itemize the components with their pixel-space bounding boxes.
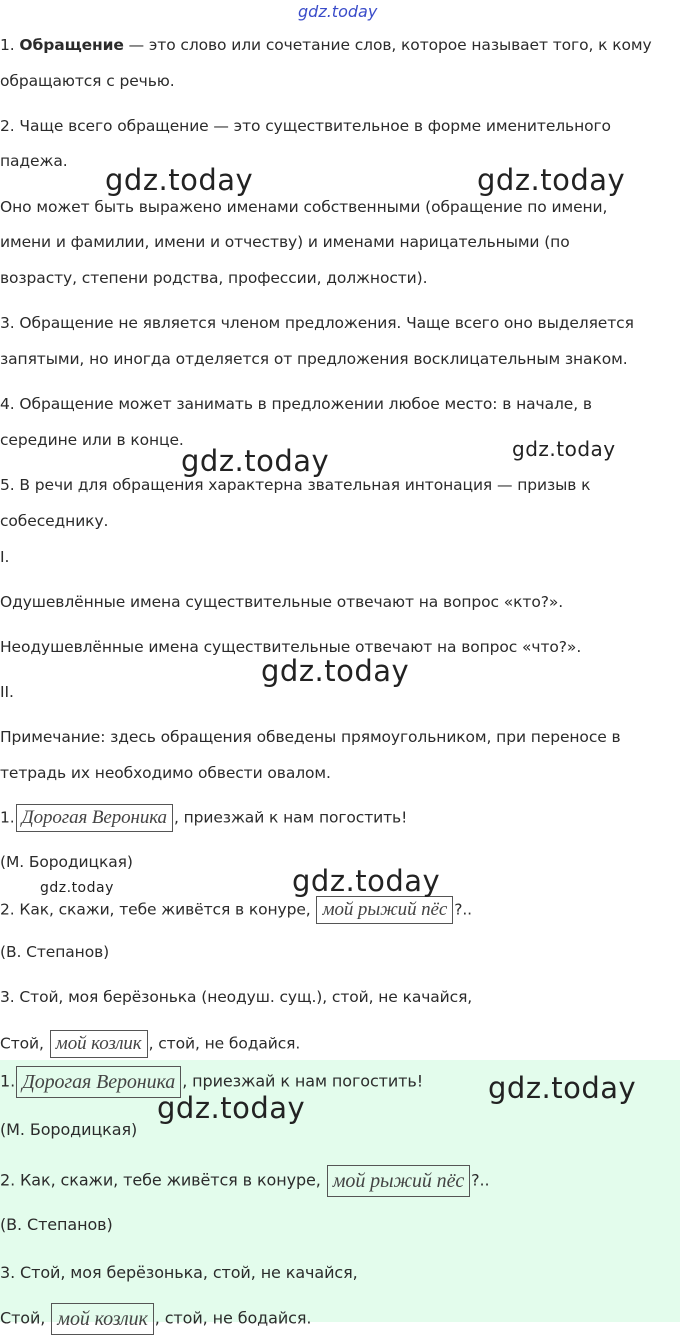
watermark: gdz.today — [181, 444, 330, 478]
theory-paragraph-3: Оно может быть выражено именами собственными (обращение по имени, — [0, 198, 608, 216]
paragraph-number: 1. — [0, 36, 15, 54]
watermark: gdz.today — [488, 1071, 637, 1105]
sentence-1-author: (М. Бородицкая) — [0, 853, 133, 871]
address-box: Дорогая Вероника — [16, 1066, 181, 1098]
part-1-animate: Одушевлённые имена существительные отвечают на вопрос «кто?». — [0, 593, 564, 611]
answer-sentence-3: 3. Стой, моя берёзонька, стой, не качайся, — [0, 1263, 358, 1282]
watermark: gdz.today — [292, 864, 441, 898]
sentence-text: , приезжай к нам погостить! — [173, 808, 408, 827]
sentence-3: 3. Стой, моя берёзонька (неодуш. сущ.), стой, не качайся, — [0, 988, 473, 1006]
theory-paragraph-4-line-2: запятыми, но иногда отделяется от предложения восклицательным знаком. — [0, 350, 628, 368]
watermark-top: gdz.today — [298, 2, 378, 21]
address-box: мой рыжий пёс — [327, 1165, 470, 1197]
address-box: мой козлик — [51, 1303, 153, 1335]
theory-paragraph-5-line-2: середине или в конце. — [0, 431, 184, 449]
sentence-text: 2. Как, скажи, тебе живётся в конуре, — [0, 1170, 321, 1190]
sentence-text: Стой, — [0, 1034, 44, 1053]
theory-paragraph-2: 2. Чаще всего обращение — это существительное в форме именительного — [0, 117, 611, 135]
answer-sentence-3-line-2 — [0, 1303, 311, 1335]
sentence-2 — [0, 896, 472, 924]
part-1-inanimate: Неодушевлённые имена существительные отвечают на вопрос «что?». — [0, 638, 582, 656]
watermark: gdz.today — [105, 163, 254, 197]
watermark: gdz.today — [477, 163, 626, 197]
address-box: мой козлик — [50, 1030, 148, 1058]
sentence-3-line-2 — [0, 1030, 300, 1058]
sentence-text: ?.. — [454, 900, 472, 919]
watermark: gdz.today — [512, 437, 616, 461]
address-box: Дорогая Вероника — [16, 804, 173, 832]
theory-paragraph-1-line-2: обращаются с речью. — [0, 72, 175, 90]
sentence-text: 2. Как, скажи, тебе живётся в конуре, — [0, 900, 311, 919]
sentence-text: ?.. — [471, 1170, 490, 1190]
theory-paragraph-3-line-3: возрасту, степени родства, профессии, должности). — [0, 269, 428, 287]
watermark: gdz.today — [261, 654, 410, 688]
part-1-label: I. — [0, 548, 10, 566]
theory-paragraph-5: 4. Обращение может занимать в предложении любое место: в начале, в — [0, 395, 592, 413]
sentence-2-author: (В. Степанов) — [0, 943, 110, 961]
theory-paragraph-1 — [0, 35, 652, 55]
theory-paragraph-6: 5. В речи для обращения характерна звательная интонация — призыв к — [0, 476, 591, 494]
sentence-text: , приезжай к нам погостить! — [182, 1071, 424, 1091]
address-box: мой рыжий пёс — [316, 896, 453, 924]
sentence-text: , стой, не бодайся. — [148, 1034, 301, 1053]
part-2-label: II. — [0, 683, 14, 701]
theory-paragraph-2-line-2: падежа. — [0, 152, 68, 170]
sentence-text: Стой, — [0, 1308, 46, 1328]
watermark: gdz.today — [157, 1091, 306, 1125]
theory-paragraph-4: 3. Обращение не является членом предложения. Чаще всего оно выделяется — [0, 314, 634, 332]
answer-sentence-2 — [0, 1165, 490, 1197]
theory-paragraph-3-line-2: имени и фамилии, имени и отчеству) и именами нарицательными (по — [0, 233, 570, 251]
part-2-note-line-2: тетрадь их необходимо обвести овалом. — [0, 764, 331, 782]
answer-sentence-2-author: (В. Степанов) — [0, 1215, 113, 1234]
answer-sentence-1-author: (М. Бородицкая) — [0, 1120, 138, 1139]
theory-paragraph-6-line-2: собеседнику. — [0, 512, 109, 530]
sentence-1 — [0, 804, 407, 832]
sentence-number: 1. — [0, 1071, 16, 1091]
term-address: Обращение — [19, 36, 124, 54]
sentence-text: , стой, не бодайся. — [154, 1308, 312, 1328]
part-2-note: Примечание: здесь обращения обведены прямоугольником, при переносе в — [0, 728, 621, 746]
sentence-number: 1. — [0, 808, 15, 827]
watermark: gdz.today — [40, 880, 114, 896]
definition-text: — это слово или сочетание слов, которое называет того, к кому — [123, 36, 652, 54]
